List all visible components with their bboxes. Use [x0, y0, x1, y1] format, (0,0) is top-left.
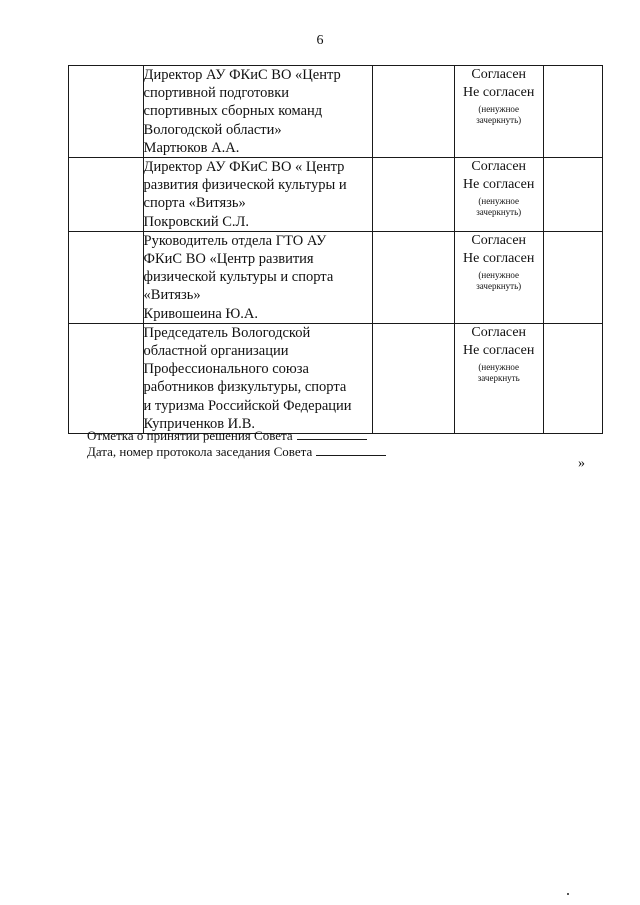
signatory-name: Директор АУ ФКиС ВО « Центр развития физической культуры и спорта «Витязь» Покровский С.Л.	[143, 159, 347, 230]
signatory-cell	[143, 323, 373, 433]
signatory-name: Председатель Вологодской областной организации Профессионального союза работников физкультуры, спорта и туризма Российской Федерации Куприченков И.В.	[143, 324, 352, 432]
council-form-lines	[87, 428, 386, 460]
protocol-blank	[316, 444, 386, 456]
empty-cell	[543, 323, 602, 433]
empty-cell	[69, 66, 144, 158]
agree-option: Согласен	[471, 232, 527, 248]
closing-quote: »	[578, 456, 585, 471]
decision-cell	[454, 66, 543, 158]
table-row	[69, 66, 603, 158]
empty-cell	[543, 66, 602, 158]
approval-table	[68, 65, 603, 434]
signatory-name: Руководитель отдела ГТО АУ ФКиС ВО «Центр развития физической культуры и спорта «Витязь» Кривошеина Ю.А.	[143, 232, 334, 322]
disagree-option: Не согласен	[463, 342, 535, 358]
signatory-name: Директор АУ ФКиС ВО «Центр спортивной подготовки спортивных сборных команд Вологодской области» Мартюков А.А.	[143, 67, 341, 156]
empty-cell	[543, 231, 602, 323]
disagree-option: Не согласен	[463, 85, 535, 100]
empty-cell	[69, 158, 144, 232]
page-number: 6	[316, 33, 324, 48]
table-row	[69, 158, 603, 232]
table-row	[69, 323, 603, 433]
signature-cell	[373, 231, 455, 323]
signature-cell	[373, 323, 455, 433]
empty-cell	[69, 323, 144, 433]
empty-cell	[69, 231, 144, 323]
protocol-label: Дата, номер протокола заседания Совета	[87, 444, 313, 459]
strike-note: (ненужное зачеркнуть	[477, 361, 520, 383]
agree-option: Согласен	[471, 324, 527, 340]
decision-mark-label: Отметка о принятии решения Совета	[87, 428, 293, 443]
decision-mark-line	[87, 428, 386, 444]
scan-speck	[567, 893, 569, 895]
strike-note: (ненужное зачеркнуть)	[476, 196, 522, 218]
empty-cell	[543, 158, 602, 232]
strike-note: (ненужное зачеркнуть)	[476, 269, 522, 291]
disagree-option: Не согласен	[463, 250, 535, 266]
decision-mark-blank	[297, 428, 367, 440]
table-row	[69, 231, 603, 323]
agree-option: Согласен	[471, 159, 527, 175]
agree-option: Согласен	[471, 67, 527, 82]
signatory-cell	[143, 231, 373, 323]
signatory-cell	[143, 158, 373, 232]
signatory-cell	[143, 66, 373, 158]
decision-cell	[454, 158, 543, 232]
signature-cell	[373, 66, 455, 158]
decision-cell	[454, 323, 543, 433]
signature-cell	[373, 158, 455, 232]
decision-cell	[454, 231, 543, 323]
strike-note: (ненужное зачеркнуть)	[476, 104, 522, 125]
protocol-line	[87, 444, 386, 460]
disagree-option: Не согласен	[463, 177, 535, 193]
